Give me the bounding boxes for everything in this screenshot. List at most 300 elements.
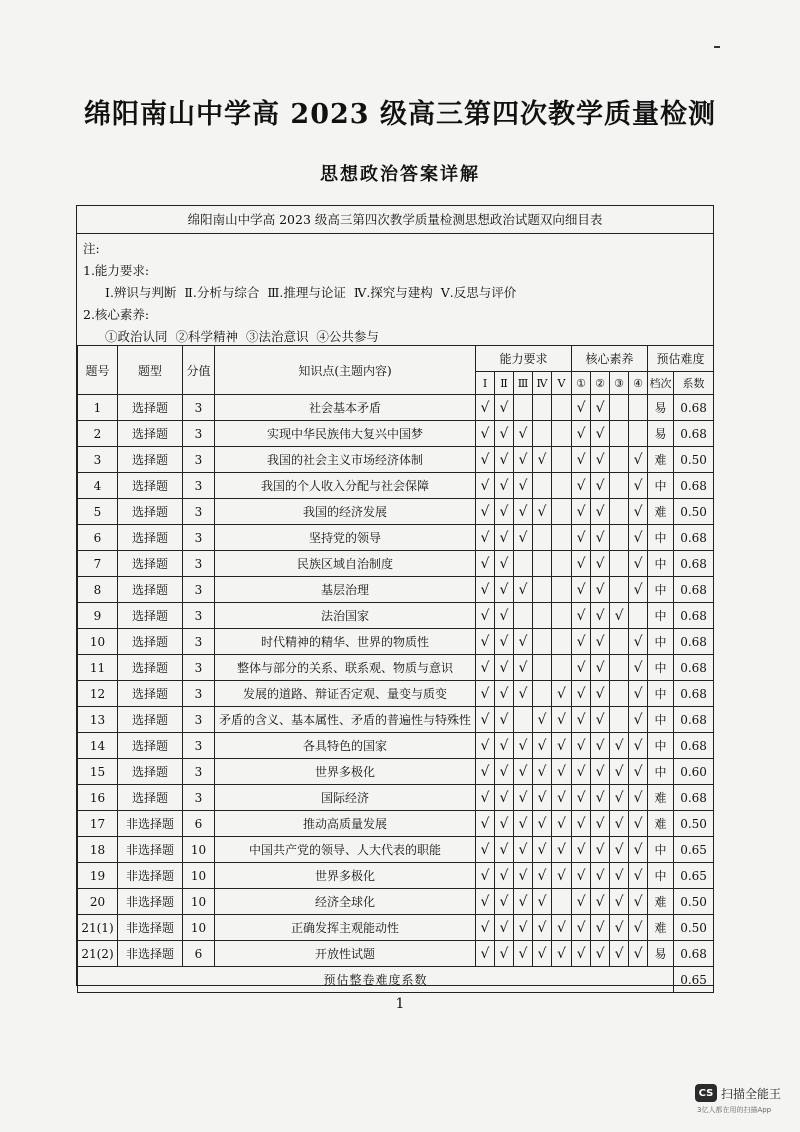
question-score: 3: [183, 551, 215, 577]
knowledge-point: 开放性试题: [215, 941, 476, 967]
core-mark: √: [591, 629, 610, 655]
ability-mark: √: [514, 525, 533, 551]
core-mark: √: [629, 655, 648, 681]
question-score: 6: [183, 811, 215, 837]
question-type: 非选择题: [118, 889, 183, 915]
difficulty-coefficient: 0.68: [674, 577, 714, 603]
core-mark: √: [572, 759, 591, 785]
difficulty-level: 中: [648, 733, 674, 759]
difficulty-coefficient: 0.68: [674, 655, 714, 681]
core-mark: √: [629, 759, 648, 785]
difficulty-coefficient: 0.50: [674, 889, 714, 915]
ability-mark: [514, 395, 533, 421]
question-number: 20: [78, 889, 118, 915]
ability-mark: √: [495, 655, 514, 681]
difficulty-level: 中: [648, 655, 674, 681]
ability-mark: √: [514, 837, 533, 863]
core-mark: [610, 447, 629, 473]
ability-mark: [533, 473, 552, 499]
core-mark: √: [591, 915, 610, 941]
question-number: 16: [78, 785, 118, 811]
ability-mark: √: [495, 629, 514, 655]
core-mark: √: [610, 941, 629, 967]
ability-mark: √: [495, 421, 514, 447]
ability-mark: √: [552, 681, 572, 707]
difficulty-coefficient: 0.68: [674, 525, 714, 551]
difficulty-level: 中: [648, 629, 674, 655]
ability-mark: √: [476, 759, 495, 785]
core-mark: √: [591, 837, 610, 863]
knowledge-point: 我国的经济发展: [215, 499, 476, 525]
core-mark: √: [572, 499, 591, 525]
ability-mark: √: [533, 837, 552, 863]
difficulty-coefficient: 0.60: [674, 759, 714, 785]
difficulty-level: 易: [648, 395, 674, 421]
ability-mark: √: [533, 915, 552, 941]
ability-mark: [533, 421, 552, 447]
ability-mark: [533, 395, 552, 421]
core-mark: [610, 681, 629, 707]
ability-mark: √: [552, 915, 572, 941]
core-mark: √: [629, 863, 648, 889]
table-row: [78, 941, 714, 967]
difficulty-coefficient: 0.68: [674, 707, 714, 733]
table-row: [78, 473, 714, 499]
question-score: 3: [183, 785, 215, 811]
ability-mark: √: [514, 863, 533, 889]
core-mark: √: [572, 915, 591, 941]
knowledge-point: 基层治理: [215, 577, 476, 603]
question-score: 10: [183, 915, 215, 941]
ability-mark: √: [476, 707, 495, 733]
question-number: 18: [78, 837, 118, 863]
core-mark: √: [591, 811, 610, 837]
ability-mark: √: [495, 759, 514, 785]
difficulty-coefficient: 0.68: [674, 421, 714, 447]
header-no: 题号: [78, 346, 118, 395]
core-mark: √: [591, 681, 610, 707]
table-title: 绵阳南山中学高 2023 级高三第四次教学质量检测思想政治试题双向细目表: [77, 206, 713, 234]
question-type: 选择题: [118, 395, 183, 421]
brand-tagline: 3亿人都在用的扫描App: [697, 1106, 772, 1114]
ability-mark: [552, 889, 572, 915]
question-type: 非选择题: [118, 915, 183, 941]
table-row: [78, 733, 714, 759]
ability-mark: √: [495, 473, 514, 499]
question-type: 选择题: [118, 655, 183, 681]
table-row: [78, 681, 714, 707]
table-row: [78, 421, 714, 447]
ability-mark: √: [514, 889, 533, 915]
ability-mark: √: [476, 785, 495, 811]
knowledge-point: 时代精神的精华、世界的物质性: [215, 629, 476, 655]
core-mark: √: [591, 447, 610, 473]
difficulty-coefficient: 0.68: [674, 681, 714, 707]
core-mark: [610, 707, 629, 733]
ability-mark: √: [476, 421, 495, 447]
ability-mark: √: [514, 915, 533, 941]
question-score: 3: [183, 603, 215, 629]
ability-mark: √: [533, 863, 552, 889]
core-mark: √: [572, 655, 591, 681]
question-score: 3: [183, 759, 215, 785]
table-row: [78, 551, 714, 577]
ability-mark: √: [514, 811, 533, 837]
camscanner-logo-icon: CS: [695, 1084, 717, 1102]
difficulty-level: 难: [648, 811, 674, 837]
question-type: 非选择题: [118, 811, 183, 837]
question-number: 14: [78, 733, 118, 759]
knowledge-point: 法治国家: [215, 603, 476, 629]
table-row: [78, 499, 714, 525]
ability-mark: [533, 551, 552, 577]
ability-mark: [533, 681, 552, 707]
core-mark: [610, 421, 629, 447]
difficulty-level: 难: [648, 785, 674, 811]
ability-mark: √: [533, 941, 552, 967]
core-mark: √: [629, 681, 648, 707]
ability-mark: √: [514, 447, 533, 473]
core-mark: √: [629, 499, 648, 525]
ability-mark: [514, 551, 533, 577]
core-mark: √: [629, 447, 648, 473]
core-mark: √: [629, 577, 648, 603]
question-number: 8: [78, 577, 118, 603]
header-core-1: ①: [572, 372, 591, 395]
ability-mark: √: [476, 499, 495, 525]
question-number: 11: [78, 655, 118, 681]
core-mark: √: [629, 733, 648, 759]
core-mark: √: [610, 889, 629, 915]
header-ability-5: Ⅴ: [552, 372, 572, 395]
ability-mark: √: [495, 811, 514, 837]
ability-mark: √: [495, 603, 514, 629]
total-label: 预估整卷难度系数: [78, 967, 674, 993]
ability-mark: [533, 655, 552, 681]
question-score: 6: [183, 941, 215, 967]
question-number: 9: [78, 603, 118, 629]
question-number: 7: [78, 551, 118, 577]
core-mark: √: [572, 681, 591, 707]
ability-mark: √: [476, 629, 495, 655]
table-row: [78, 603, 714, 629]
ability-mark: [552, 525, 572, 551]
knowledge-point: 实现中华民族伟大复兴中国梦: [215, 421, 476, 447]
question-score: 3: [183, 473, 215, 499]
question-type: 选择题: [118, 499, 183, 525]
difficulty-level: 中: [648, 473, 674, 499]
question-number: 19: [78, 863, 118, 889]
question-score: 3: [183, 447, 215, 473]
core-mark: √: [629, 785, 648, 811]
header-type: 题型: [118, 346, 183, 395]
core-mark: √: [591, 785, 610, 811]
header-ability-4: Ⅳ: [533, 372, 552, 395]
core-mark: √: [610, 837, 629, 863]
question-score: 3: [183, 681, 215, 707]
difficulty-level: 难: [648, 447, 674, 473]
ability-mark: √: [533, 811, 552, 837]
core-mark: √: [629, 525, 648, 551]
core-mark: √: [572, 395, 591, 421]
header-coef: 系数: [674, 372, 714, 395]
header-ability-3: Ⅲ: [514, 372, 533, 395]
spec-table-frame: [76, 205, 714, 986]
question-type: 非选择题: [118, 837, 183, 863]
scanner-watermark: [695, 1084, 781, 1115]
question-type: 选择题: [118, 577, 183, 603]
core-mark: √: [591, 473, 610, 499]
scan-mark: [714, 46, 720, 48]
knowledge-point: 社会基本矛盾: [215, 395, 476, 421]
core-mark: √: [591, 525, 610, 551]
question-number: 17: [78, 811, 118, 837]
ability-mark: [533, 577, 552, 603]
difficulty-level: 中: [648, 837, 674, 863]
core-mark: √: [629, 915, 648, 941]
table-row: [78, 863, 714, 889]
question-type: 选择题: [118, 421, 183, 447]
question-number: 10: [78, 629, 118, 655]
question-score: 3: [183, 499, 215, 525]
table-row: [78, 395, 714, 421]
core-mark: [629, 603, 648, 629]
core-mark: √: [572, 785, 591, 811]
question-score: 3: [183, 577, 215, 603]
core-mark: √: [629, 473, 648, 499]
question-score: 3: [183, 733, 215, 759]
question-type: 选择题: [118, 681, 183, 707]
core-mark: √: [572, 603, 591, 629]
ability-mark: [552, 395, 572, 421]
header-core-3: ③: [610, 372, 629, 395]
difficulty-coefficient: 0.50: [674, 811, 714, 837]
ability-mark: √: [514, 785, 533, 811]
ability-mark: √: [476, 811, 495, 837]
ability-mark: √: [514, 629, 533, 655]
ability-mark: √: [533, 707, 552, 733]
core-mark: √: [629, 707, 648, 733]
difficulty-level: 中: [648, 707, 674, 733]
difficulty-coefficient: 0.68: [674, 785, 714, 811]
knowledge-point: 我国的社会主义市场经济体制: [215, 447, 476, 473]
difficulty-level: 难: [648, 499, 674, 525]
ability-mark: √: [476, 603, 495, 629]
core-mark: √: [572, 421, 591, 447]
brand-name: 扫描全能王: [721, 1086, 782, 1101]
question-type: 选择题: [118, 525, 183, 551]
core-mark: √: [610, 785, 629, 811]
ability-mark: √: [495, 941, 514, 967]
difficulty-level: 中: [648, 551, 674, 577]
core-mark: [610, 499, 629, 525]
knowledge-point: 整体与部分的关系、联系观、物质与意识: [215, 655, 476, 681]
difficulty-level: 中: [648, 577, 674, 603]
difficulty-coefficient: 0.68: [674, 473, 714, 499]
core-mark: √: [572, 473, 591, 499]
header-ability-1: Ⅰ: [476, 372, 495, 395]
question-number: 12: [78, 681, 118, 707]
core-mark: [610, 577, 629, 603]
question-number: 21(1): [78, 915, 118, 941]
question-number: 6: [78, 525, 118, 551]
table-row: [78, 525, 714, 551]
ability-mark: √: [476, 577, 495, 603]
difficulty-coefficient: 0.68: [674, 629, 714, 655]
core-heading: 2.核心素养:: [83, 307, 150, 322]
ability-mark: √: [552, 707, 572, 733]
question-number: 1: [78, 395, 118, 421]
ability-mark: √: [476, 395, 495, 421]
ability-mark: √: [533, 759, 552, 785]
ability-mark: √: [533, 447, 552, 473]
question-score: 3: [183, 525, 215, 551]
ability-mark: √: [476, 551, 495, 577]
core-mark: √: [572, 733, 591, 759]
notes-intro: 注:: [83, 241, 100, 256]
knowledge-point: 世界多极化: [215, 759, 476, 785]
question-number: 13: [78, 707, 118, 733]
core-mark: √: [629, 837, 648, 863]
knowledge-point: 中国共产党的领导、人大代表的职能: [215, 837, 476, 863]
ability-mark: [552, 603, 572, 629]
core-mark: √: [572, 941, 591, 967]
difficulty-level: 中: [648, 525, 674, 551]
ability-mark: √: [533, 733, 552, 759]
core-mark: √: [591, 655, 610, 681]
core-mark: √: [629, 811, 648, 837]
core-mark: √: [610, 915, 629, 941]
question-type: 选择题: [118, 759, 183, 785]
question-score: 10: [183, 889, 215, 915]
table-row: [78, 707, 714, 733]
ability-mark: √: [476, 525, 495, 551]
core-mark: √: [591, 707, 610, 733]
difficulty-coefficient: 0.68: [674, 551, 714, 577]
knowledge-point: 坚持党的领导: [215, 525, 476, 551]
question-number: 2: [78, 421, 118, 447]
question-score: 10: [183, 837, 215, 863]
ability-mark: √: [495, 395, 514, 421]
ability-mark: [552, 421, 572, 447]
ability-mark: √: [495, 499, 514, 525]
core-mark: √: [591, 551, 610, 577]
ability-mark: √: [514, 759, 533, 785]
question-type: 选择题: [118, 629, 183, 655]
ability-mark: √: [533, 785, 552, 811]
ability-mark: [552, 499, 572, 525]
core-mark: √: [572, 629, 591, 655]
header-topic: 知识点(主题内容): [215, 346, 476, 395]
ability-mark: √: [552, 759, 572, 785]
core-mark: [610, 473, 629, 499]
core-mark: √: [572, 551, 591, 577]
question-score: 3: [183, 707, 215, 733]
ability-mark: [533, 603, 552, 629]
ability-mark: √: [552, 941, 572, 967]
header-core: 核心素养: [572, 346, 648, 372]
table-row: [78, 837, 714, 863]
question-number: 4: [78, 473, 118, 499]
difficulty-level: 中: [648, 603, 674, 629]
ability-mark: √: [514, 473, 533, 499]
core-mark: √: [591, 603, 610, 629]
difficulty-level: 中: [648, 681, 674, 707]
ability-mark: √: [476, 915, 495, 941]
ability-mark: √: [495, 889, 514, 915]
ability-mark: √: [495, 863, 514, 889]
core-mark: √: [610, 863, 629, 889]
notes-block: [77, 234, 713, 342]
question-type: 选择题: [118, 603, 183, 629]
question-number: 15: [78, 759, 118, 785]
ability-mark: √: [552, 811, 572, 837]
ability-mark: √: [476, 473, 495, 499]
ability-heading: 1.能力要求:: [83, 263, 150, 278]
ability-mark: √: [476, 837, 495, 863]
ability-mark: √: [476, 863, 495, 889]
ability-mark: √: [552, 733, 572, 759]
total-value: 0.65: [674, 967, 714, 993]
ability-mark: √: [495, 915, 514, 941]
core-mark: √: [591, 889, 610, 915]
ability-mark: [552, 629, 572, 655]
ability-mark: [552, 551, 572, 577]
core-mark: √: [572, 889, 591, 915]
ability-mark: √: [514, 421, 533, 447]
knowledge-point: 推动高质量发展: [215, 811, 476, 837]
difficulty-level: 易: [648, 941, 674, 967]
ability-mark: [514, 707, 533, 733]
header-ability-2: Ⅱ: [495, 372, 514, 395]
knowledge-point: 各具特色的国家: [215, 733, 476, 759]
page-title: 绵阳南山中学高 2023 级高三第四次教学质量检测: [84, 99, 716, 130]
ability-mark: √: [495, 577, 514, 603]
core-mark: √: [572, 447, 591, 473]
knowledge-point: 我国的个人收入分配与社会保障: [215, 473, 476, 499]
table-row: [78, 785, 714, 811]
core-mark: √: [591, 863, 610, 889]
ability-mark: √: [495, 551, 514, 577]
ability-mark: [552, 655, 572, 681]
ability-mark: √: [476, 889, 495, 915]
difficulty-level: 难: [648, 889, 674, 915]
ability-mark: √: [552, 863, 572, 889]
core-mark: √: [629, 551, 648, 577]
question-type: 非选择题: [118, 863, 183, 889]
question-score: 10: [183, 863, 215, 889]
difficulty-coefficient: 0.68: [674, 603, 714, 629]
ability-mark: [552, 577, 572, 603]
core-items: ①政治认同 ②科学精神 ③法治意识 ④公共参与: [105, 329, 379, 344]
difficulty-coefficient: 0.68: [674, 395, 714, 421]
question-number: 21(2): [78, 941, 118, 967]
ability-items: Ⅰ.辨识与判断 Ⅱ.分析与综合 Ⅲ.推理与论证 Ⅳ.探究与建构 Ⅴ.反思与评价: [105, 285, 517, 300]
question-type: 非选择题: [118, 941, 183, 967]
core-mark: [610, 655, 629, 681]
ability-mark: √: [514, 681, 533, 707]
ability-mark: √: [514, 733, 533, 759]
question-number: 5: [78, 499, 118, 525]
table-row: [78, 629, 714, 655]
difficulty-coefficient: 0.68: [674, 941, 714, 967]
ability-mark: √: [514, 941, 533, 967]
table-row: [78, 915, 714, 941]
core-mark: √: [572, 811, 591, 837]
core-mark: √: [610, 603, 629, 629]
difficulty-level: 易: [648, 421, 674, 447]
question-number: 3: [78, 447, 118, 473]
